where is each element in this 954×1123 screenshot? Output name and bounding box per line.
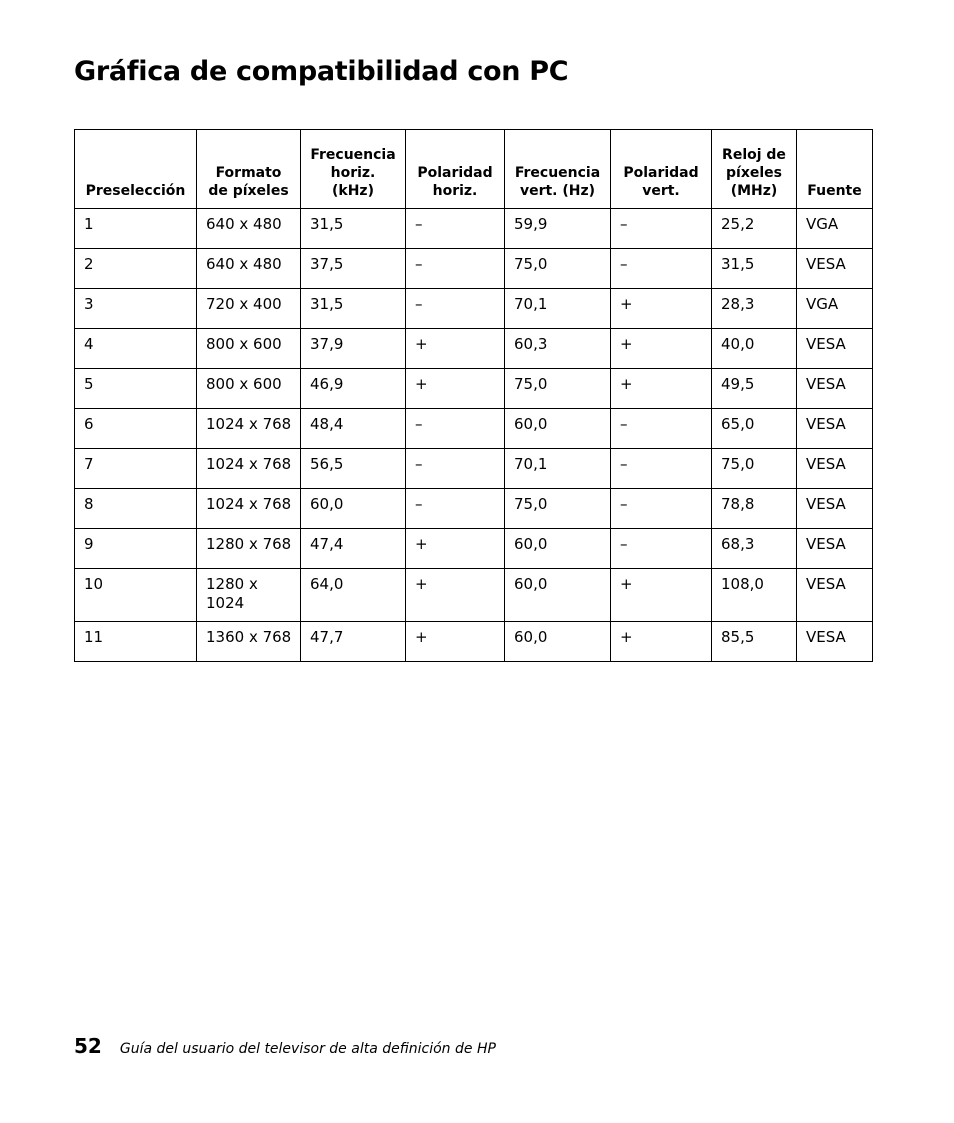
table-cell: VESA <box>797 249 873 289</box>
table-cell: – <box>406 409 505 449</box>
table-cell: 5 <box>75 369 197 409</box>
footer-text: Guía del usuario del televisor de alta definición de HP <box>119 1041 496 1057</box>
table-cell: – <box>611 409 712 449</box>
column-header: Preselección <box>75 130 197 209</box>
table-cell: 75,0 <box>505 489 611 529</box>
table-cell: + <box>406 329 505 369</box>
table-cell: + <box>406 529 505 569</box>
table-cell: 49,5 <box>712 369 797 409</box>
table-cell: VESA <box>797 449 873 489</box>
table-cell: – <box>611 529 712 569</box>
column-header: Polaridad vert. <box>611 130 712 209</box>
table-row <box>75 209 873 249</box>
table-cell: + <box>611 622 712 662</box>
table-cell: 47,4 <box>301 529 406 569</box>
table-cell: – <box>406 289 505 329</box>
table-cell: 60,3 <box>505 329 611 369</box>
table-cell: 1280 x 768 <box>197 529 301 569</box>
table-cell: 60,0 <box>505 622 611 662</box>
table-cell: + <box>611 369 712 409</box>
table-cell: 40,0 <box>712 329 797 369</box>
table-cell: 31,5 <box>301 289 406 329</box>
table-cell: 31,5 <box>712 249 797 289</box>
table-cell: 9 <box>75 529 197 569</box>
table-cell: 640 x 480 <box>197 209 301 249</box>
table-cell: + <box>611 569 712 622</box>
table-cell: VESA <box>797 569 873 622</box>
table-cell: 4 <box>75 329 197 369</box>
table-cell: + <box>406 622 505 662</box>
table-cell: VGA <box>797 209 873 249</box>
table-cell: VESA <box>797 622 873 662</box>
table-cell: 70,1 <box>505 289 611 329</box>
table-cell: 78,8 <box>712 489 797 529</box>
table-cell: 1024 x 768 <box>197 409 301 449</box>
table-row <box>75 489 873 529</box>
table-cell: – <box>611 249 712 289</box>
table-row <box>75 449 873 489</box>
page-number: 52 <box>74 1034 102 1058</box>
table-row <box>75 289 873 329</box>
table-row <box>75 369 873 409</box>
table-cell: – <box>611 489 712 529</box>
table-row <box>75 569 873 622</box>
table-cell: – <box>611 209 712 249</box>
table-cell: 1024 x 768 <box>197 489 301 529</box>
table-cell: 59,9 <box>505 209 611 249</box>
table-cell: 37,5 <box>301 249 406 289</box>
table-cell: 28,3 <box>712 289 797 329</box>
column-header: Polaridad horiz. <box>406 130 505 209</box>
table-row <box>75 622 873 662</box>
table-cell: 8 <box>75 489 197 529</box>
table-cell: 640 x 480 <box>197 249 301 289</box>
column-header: Frecuencia vert. (Hz) <box>505 130 611 209</box>
table-cell: 56,5 <box>301 449 406 489</box>
table-cell: 2 <box>75 249 197 289</box>
table-cell: 60,0 <box>505 529 611 569</box>
table-cell: VESA <box>797 529 873 569</box>
table-cell: 64,0 <box>301 569 406 622</box>
page-title: Gráfica de compatibilidad con PC <box>74 56 569 87</box>
table-cell: 48,4 <box>301 409 406 449</box>
table-cell: 720 x 400 <box>197 289 301 329</box>
table-cell: 11 <box>75 622 197 662</box>
table-cell: 46,9 <box>301 369 406 409</box>
table-cell: 60,0 <box>505 409 611 449</box>
table-cell: 37,9 <box>301 329 406 369</box>
table-cell: – <box>406 449 505 489</box>
table-cell: 10 <box>75 569 197 622</box>
table-row <box>75 529 873 569</box>
column-header: Reloj de píxeles (MHz) <box>712 130 797 209</box>
table-cell: 65,0 <box>712 409 797 449</box>
table-cell: 800 x 600 <box>197 329 301 369</box>
table-cell: 47,7 <box>301 622 406 662</box>
table-cell: 75,0 <box>712 449 797 489</box>
table-cell: 1280 x 1024 <box>197 569 301 622</box>
table-cell: + <box>611 329 712 369</box>
table-cell: 108,0 <box>712 569 797 622</box>
compatibility-table <box>74 129 873 662</box>
table-cell: 25,2 <box>712 209 797 249</box>
table-body <box>75 209 873 662</box>
table-cell: 6 <box>75 409 197 449</box>
table-cell: VESA <box>797 489 873 529</box>
table-cell: 60,0 <box>301 489 406 529</box>
table-cell: + <box>611 289 712 329</box>
table-cell: 1024 x 768 <box>197 449 301 489</box>
table-cell: VESA <box>797 369 873 409</box>
table-cell: + <box>406 369 505 409</box>
table-cell: 31,5 <box>301 209 406 249</box>
table-cell: 1360 x 768 <box>197 622 301 662</box>
table-cell: VGA <box>797 289 873 329</box>
table-row <box>75 249 873 289</box>
table-cell: – <box>406 489 505 529</box>
column-header: Fuente <box>797 130 873 209</box>
table-cell: 800 x 600 <box>197 369 301 409</box>
table-cell: 3 <box>75 289 197 329</box>
table-cell: 7 <box>75 449 197 489</box>
page-footer <box>74 1034 496 1058</box>
table-cell: 1 <box>75 209 197 249</box>
table-cell: 70,1 <box>505 449 611 489</box>
table-cell: 85,5 <box>712 622 797 662</box>
column-header: Formato de píxeles <box>197 130 301 209</box>
table-cell: – <box>406 249 505 289</box>
table-header-row <box>75 130 873 209</box>
table-cell: 68,3 <box>712 529 797 569</box>
table-cell: 75,0 <box>505 249 611 289</box>
table-row <box>75 329 873 369</box>
column-header: Frecuencia horiz. (kHz) <box>301 130 406 209</box>
table-cell: – <box>611 449 712 489</box>
table-cell: VESA <box>797 409 873 449</box>
table-cell: VESA <box>797 329 873 369</box>
table-cell: 75,0 <box>505 369 611 409</box>
table-row <box>75 409 873 449</box>
table-cell: 60,0 <box>505 569 611 622</box>
table-cell: – <box>406 209 505 249</box>
table-cell: + <box>406 569 505 622</box>
